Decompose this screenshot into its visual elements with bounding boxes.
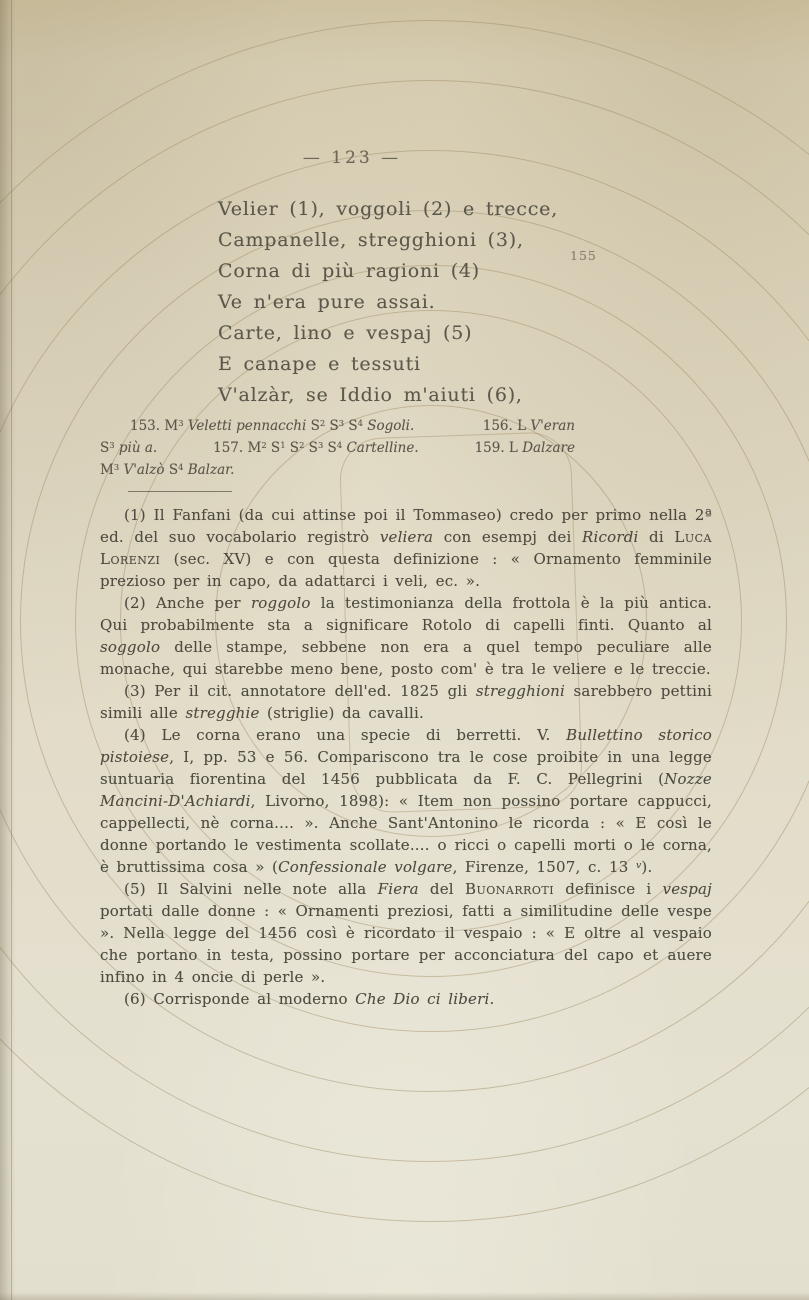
footnote: (2) Anche per roggolo la testimonianza della frottola è la più antica. Qui probabilmente sta a significare Rotolo di capelli finti. Quanto al soggolo delle stampe, sebbene non era a quel tempo peculiare alle monache, qui starebbe meno bene, posto com' è tra le veliere e le treccie.: [100, 594, 713, 678]
apparatus-line: [100, 415, 575, 437]
poem-line: Ve n'era pure assai.: [218, 291, 436, 313]
apparatus-line: [100, 437, 575, 459]
critical-apparatus: [100, 415, 575, 481]
poem-line: Corna di più ragioni (4): [218, 260, 481, 282]
footnote: (4) Le corna erano una specie di berretti. V. Bullettino storico pistoiese, I, pp. 53 e 56. Compariscono tra le cose proibite in una legge suntuaria fiorentina del 1456 pubblicata da F. C. Pellegrini (Nozze Mancini-D'Achiardi, Livorno, 1898): « Item non possino portare cappucci, cappellecti, nè corna.... ». Anche Sant'Antonino le ricorda : « E così le donne portando le vestimenta scollate.... o ricci o capelli morti o le corna, è bruttissima cosa » (Confessionale volgare, Firenze, 1507, c. 13 $^v$).: [100, 726, 712, 876]
poem-line: E canape e tessuti: [218, 353, 421, 375]
page-left-edge-line: [11, 0, 12, 1300]
poem-line: Velier (1), voggoli (2) e trecce,: [218, 198, 559, 220]
apparatus-entry: 156. L V'eran: [482, 418, 575, 434]
page-left-edge-shadow: [0, 0, 16, 1300]
apparatus-entry: $M^3$ V'alzò $S^4$ Balzar.: [100, 462, 235, 478]
verse-line-number: 155: [570, 248, 597, 263]
page-bottom-edge-shadow: [0, 1292, 809, 1300]
poem-line: Campanelle, stregghioni (3),: [218, 229, 524, 251]
footnote-separator: [128, 491, 232, 492]
apparatus-entry: 153. $M^3$ Veletti pennacchi $S^2$ $S^3$ $S^4$ Sogoli.: [130, 418, 415, 434]
apparatus-line: [100, 459, 575, 481]
poem: [218, 194, 712, 411]
footnote: (6) Corrisponde al moderno Che Dio ci liberi.: [124, 990, 495, 1008]
poem-line: V'alzàr, se Iddio m'aiuti (6),: [218, 384, 523, 406]
apparatus-entry: 159. L Dalzare: [474, 440, 575, 456]
poem-line: Carte, lino e vespaj (5): [218, 322, 473, 344]
footnotes: [100, 504, 712, 1010]
footnote: (1) Il Fanfani (da cui attinse poi il Tommaseo) credo per primo nella 2ª ed. del suo vocabolario registrò veliera con esempj dei Ricordi di Luca Lorenzi (sec. XV) e con questa definizione : « Ornamento femminile prezioso per in capo, da adattarci i veli, ec. ».: [100, 506, 712, 590]
apparatus-entry: $S^3$ più a.: [100, 440, 158, 456]
page-number: — 123 —: [302, 148, 402, 168]
page-content: [100, 148, 712, 1010]
footnote: (5) Il Salvini nelle note alla Fiera del Buonarroti definisce i vespaj portati dalle donne : « Ornamenti preziosi, fatti a similitudine delle vespe ». Nella legge del 1456 così è ricordato il vespaio : « E oltre al vespaio che portano in testa, possino portare per acconciatura del capo et auere infino in 4 oncie di perle ».: [100, 880, 712, 986]
apparatus-entry: 157. $M^2$ $S^1$ $S^2$ $S^3$ $S^4$ Cartelline.: [213, 440, 419, 456]
footnote: (3) Per il cit. annotatore dell'ed. 1825 gli stregghioni sarebbero pettini simili alle stregghie (striglie) da cavalli.: [100, 682, 712, 722]
